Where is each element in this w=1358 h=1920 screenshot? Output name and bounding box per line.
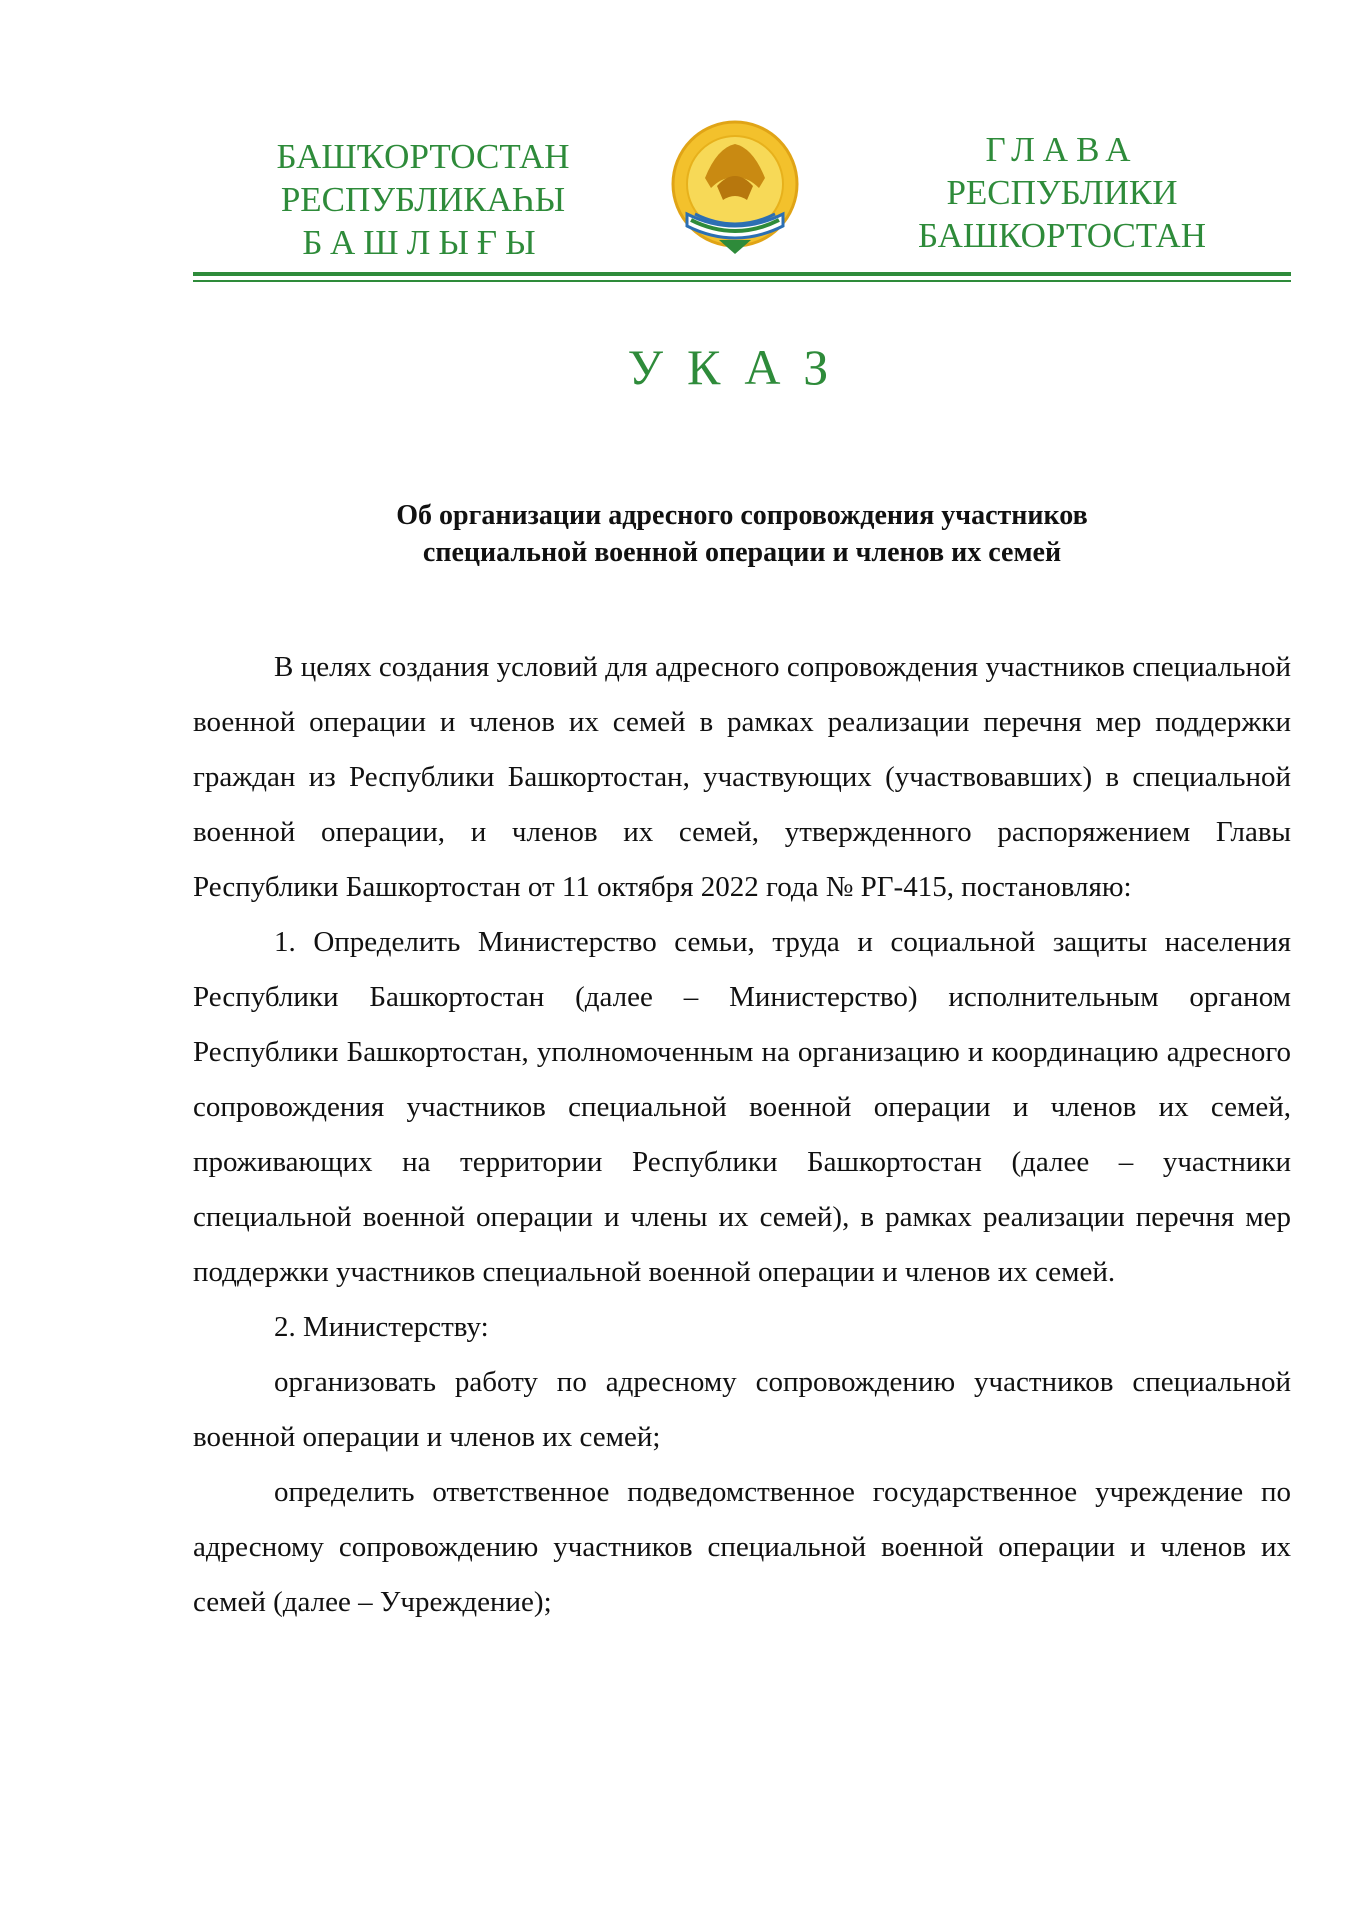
document-title-line-2: специальной военной операции и членов их семей xyxy=(422,537,1062,568)
header-left-line-3: БАШЛЫҒЫ xyxy=(302,223,544,262)
header-left-line-2: РЕСПУБЛИКАҺЫ xyxy=(280,180,566,219)
header-divider-thin xyxy=(193,280,1291,282)
coat-of-arms-icon xyxy=(667,118,803,258)
header-divider-thick xyxy=(193,272,1291,276)
header-right-line-2: РЕСПУБЛИКИ xyxy=(946,173,1178,212)
paragraph-item-1: 1. Определить Министерство семьи, труда и социальной защиты населения Республики Башкортостан (далее – Министерство) исполнительным органом Республики Башкортостан, уполномоченным на организацию и координацию адресного сопровождения участников специальной военной операции и членов их семей, проживающих на территории Республики Башкортостан (далее – участники специальной военной операции и члены их семей), в рамках реализации перечня мер поддержки участников специальной военной операции и членов их семей. xyxy=(193,926,1291,1288)
paragraph-preamble: В целях создания условий для адресного сопровождения участников специальной военной операции и членов их семей в рамках реализации перечня мер поддержки граждан из Республики Башкортостан, участвующих (участвовавших) в специальной военной операции, и членов их семей, утвержденного распоряжением Главы Республики Башкортостан от 11 октября 2022 года № РГ-415, постановляю: xyxy=(193,651,1291,903)
document-title-line-1: Об организации адресного сопровождения участников xyxy=(396,500,1088,531)
paragraph-item-2: 2. Министерству: xyxy=(274,1311,489,1343)
header-right-line-1: ГЛАВА xyxy=(985,130,1139,169)
decree-label: УКАЗ xyxy=(627,339,853,395)
header-right-line-3: БАШКОРТОСТАН xyxy=(917,216,1206,255)
paragraph-item-2-sub-2: определить ответственное подведомственное государственное учреждение по адресному сопровождению участников специальной военной операции и членов их семей (далее – Учреждение); xyxy=(193,1476,1291,1618)
header-left-block xyxy=(233,135,613,264)
header-left-line-1: БАШҠОРТОСТАН xyxy=(276,137,570,176)
paragraph-item-2-sub-1: организовать работу по адресному сопровождению участников специальной военной операции и членов их семей; xyxy=(193,1366,1291,1453)
document-title xyxy=(193,497,1291,571)
header-right-block xyxy=(872,128,1252,257)
document-body xyxy=(193,640,1291,1630)
